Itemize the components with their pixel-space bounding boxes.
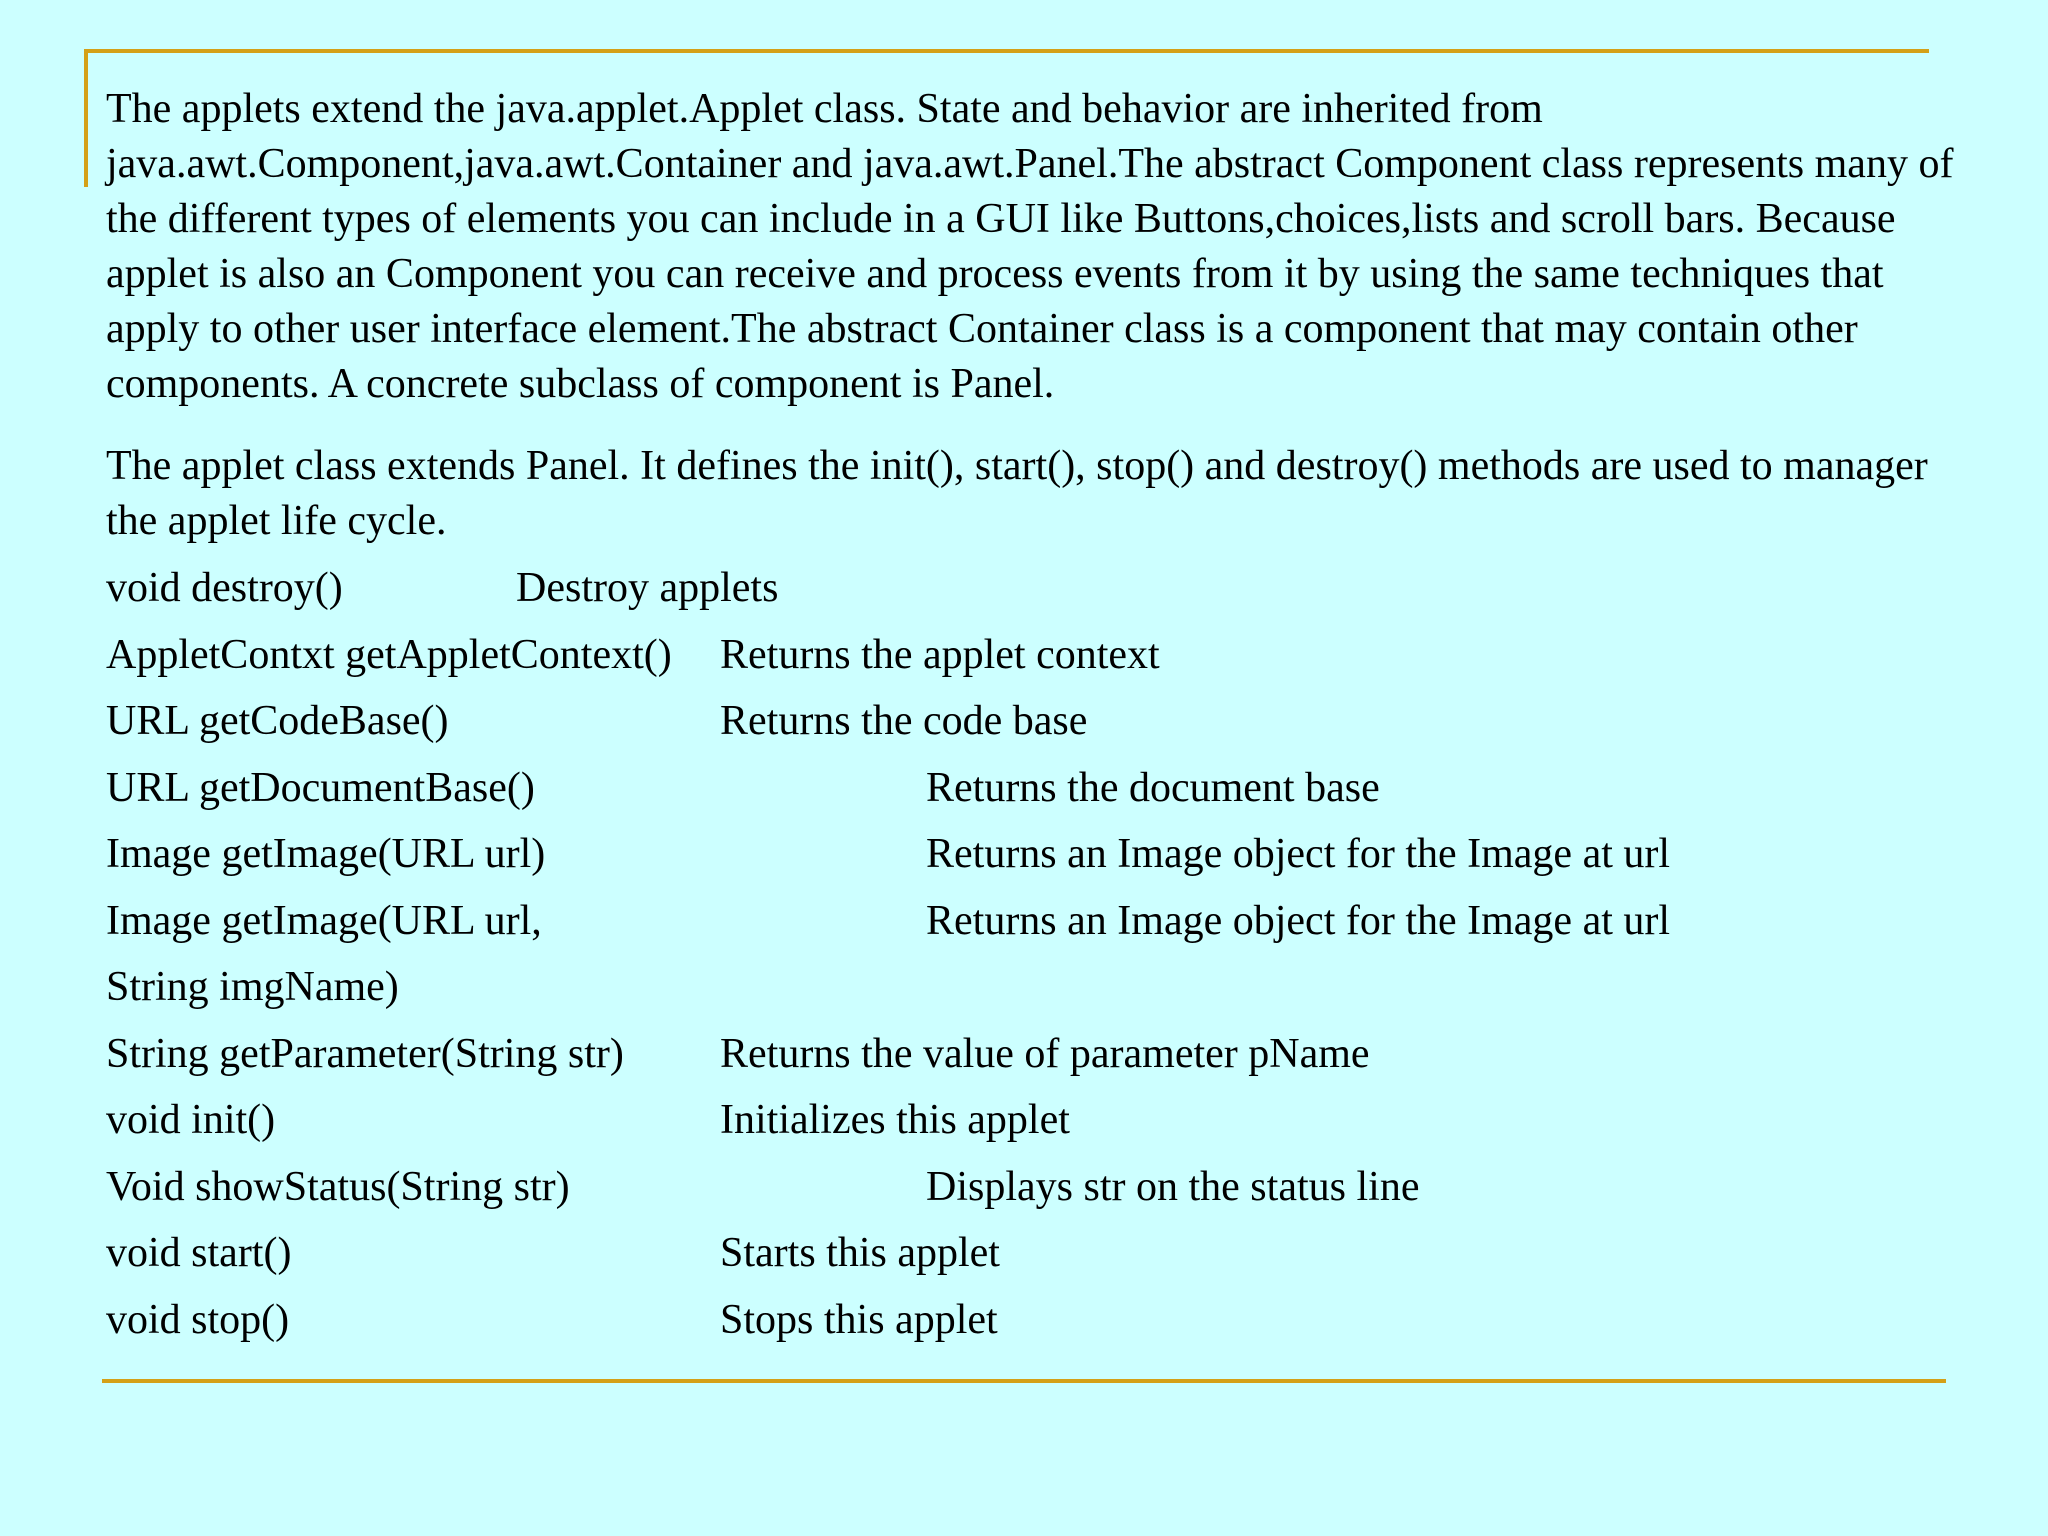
- top-rule: [84, 49, 1929, 53]
- method-signature: String getParameter(String str): [106, 1030, 624, 1077]
- method-description: Destroy applets: [516, 565, 779, 611]
- method-description: Stops this applet: [720, 1296, 998, 1343]
- lifecycle-paragraph: The applet class extends Panel. It defines the init(), start(), stop() and destroy() methods are used to manager the applet life cycle.: [106, 443, 1928, 544]
- method-row: [106, 694, 1986, 761]
- method-row: [106, 628, 1986, 695]
- method-description: Returns the document base: [926, 764, 1380, 811]
- method-signature: URL getCodeBase(): [106, 698, 449, 744]
- method-description: Starts this applet: [720, 1230, 1000, 1276]
- slide-body: [106, 82, 1986, 1359]
- method-signature: String imgName): [106, 964, 399, 1010]
- method-description: Displays str on the status line: [926, 1163, 1420, 1210]
- method-row: [106, 1160, 1986, 1227]
- method-signature: void init(): [106, 1097, 276, 1143]
- method-row: [106, 761, 1986, 828]
- method-list: [106, 561, 1986, 1359]
- method-row: [106, 1093, 1986, 1160]
- method-row: [106, 894, 1986, 961]
- method-row: [106, 960, 1986, 1027]
- method-description: Returns the value of parameter pName: [720, 1030, 1370, 1077]
- method-row: [106, 1226, 1986, 1293]
- method-row: [106, 1293, 1986, 1360]
- method-description: Returns the applet context: [720, 631, 1160, 678]
- intro-paragraph: The applets extend the java.applet.Applet class. State and behavior are inherited from java.awt.Component,java.awt.Container and java.awt.Panel.The abstract Component class represents many of the different types of elements you can include in a GUI like Buttons,choices,lists and scroll bars. Because applet is also an Component you can receive and process events from it by using the same techniques that apply to other user interface element.The abstract Container class is a component that may contain other components. A concrete subclass of component is Panel.: [106, 86, 1954, 407]
- method-description: Returns the code base: [720, 698, 1088, 744]
- method-signature: AppletContxt getAppletContext(): [106, 631, 672, 678]
- method-description: Returns an Image object for the Image at url: [926, 897, 1671, 944]
- method-row: [106, 827, 1986, 894]
- method-signature: Void showStatus(String str): [106, 1163, 570, 1210]
- method-row: [106, 561, 1986, 628]
- method-signature: URL getDocumentBase(): [106, 764, 535, 811]
- method-signature: void start(): [106, 1230, 292, 1276]
- bottom-rule: [102, 1379, 1946, 1383]
- method-signature: void destroy(): [106, 565, 343, 611]
- method-description: Returns an Image object for the Image at url: [926, 831, 1671, 877]
- left-rule: [84, 49, 88, 187]
- method-row: [106, 1027, 1986, 1094]
- method-description: Initializes this applet: [720, 1097, 1070, 1143]
- method-signature: Image getImage(URL url,: [106, 897, 542, 944]
- method-signature: void stop(): [106, 1296, 290, 1343]
- method-signature: Image getImage(URL url): [106, 831, 546, 877]
